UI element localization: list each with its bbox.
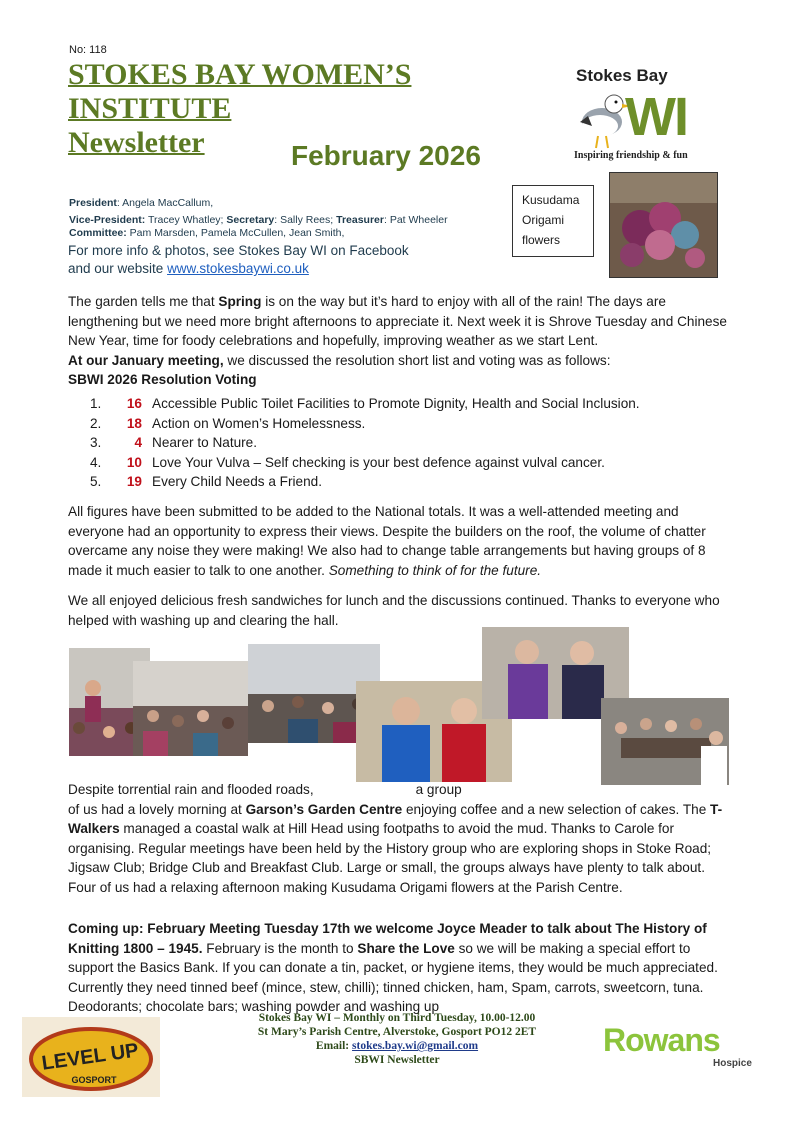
- title-line-3: Newsletter: [68, 126, 205, 159]
- title-line-2: INSTITUTE: [68, 92, 232, 125]
- garden-text: managed a coastal walk at Hill Head using footpaths to avoid the mud. Thanks to Carole for organising. Regular meetings have been held by the History group who are exploring shops in Stoke Road; Jigsaw Club; Bridge Club and Breakfast Club. Large or small, the groups always have plenty to talk about. Four of us had a relaxing afternoon making Kusudama Origami flowers at the Parish Centre.: [68, 821, 712, 895]
- vote-resolution: Action on Women’s Homelessness.: [152, 415, 366, 431]
- website-prefix: and our website: [68, 261, 168, 276]
- levelup-text: LEVEL UP: [40, 1039, 140, 1075]
- kusudama-photo: [609, 172, 718, 278]
- breakfast-club-photo: [601, 698, 729, 785]
- figures-paragraph: [68, 502, 728, 580]
- share-the-love: Share the Love: [357, 940, 455, 956]
- lunch-paragraph: We all enjoyed delicious fresh sandwiches for lunch and the discussions continued. Thanks to everyone who helped with washing up and clearing the hall.: [68, 593, 720, 628]
- footer-newsletter-label: SBWI Newsletter: [354, 1054, 440, 1066]
- vote-row: [90, 394, 640, 414]
- coming-up-text: so we will be making a special effort to support the Basics Bank. If you can donate a tin, packet, or hygiene items, they would be much appreciated. Currently they need tinned beef (mince, stew, chilli); tinned chicken, ham, Spam, carrots, sweetcorn, tuna. Deodorants; chocolate bars; washing powder and washing up: [68, 940, 718, 1014]
- levelup-gosport-logo: [22, 1017, 160, 1097]
- garsons-garden-centre: Garson’s Garden Centre: [245, 801, 403, 817]
- resolution-vote-list: [90, 394, 640, 492]
- vice-president-name: Tracey Whatley;: [145, 214, 227, 226]
- intro-spring: Spring: [218, 294, 262, 309]
- vote-row: [90, 414, 640, 434]
- issue-number: No: 118: [69, 44, 107, 56]
- title-line-1: STOKES BAY WOMEN’S: [68, 58, 412, 91]
- meeting-photo-2: [133, 661, 248, 756]
- vote-row: [90, 453, 640, 473]
- committee-line: [69, 227, 344, 239]
- footer-address: St Mary’s Parish Centre, Alverstoke, Gosport PO12 2ET: [257, 1026, 537, 1038]
- voting-heading: SBWI 2026 Resolution Voting: [68, 372, 257, 387]
- facebook-line: For more info & photos, see Stokes Bay WI on Facebook: [68, 243, 409, 258]
- vote-row: [90, 472, 640, 492]
- footer-email-link[interactable]: stokes.bay.wi@gmail.com: [352, 1040, 479, 1052]
- more-info: [68, 242, 409, 278]
- vote-number: 4.: [90, 454, 102, 470]
- vote-number: 1.: [90, 396, 102, 411]
- stokes-bay-wi-logo: [570, 66, 710, 166]
- vote-row: [90, 433, 640, 453]
- committee-label: Committee:: [69, 227, 127, 239]
- garden-text: Despite torrential rain and flooded roads,: [68, 782, 314, 797]
- levelup-badge: [22, 1017, 160, 1097]
- january-text: we discussed the resolution short list and voting was as follows:: [223, 352, 611, 368]
- rowans-text: Rowans: [603, 1022, 720, 1058]
- coming-up-heading: Coming up: February Meeting Tuesday 17th we welcome Joyce Meader to talk about The History of Knitting 1800 – 1945.: [68, 921, 707, 956]
- vote-count: 19: [126, 474, 142, 489]
- secretary-label: Secretary: [226, 214, 275, 226]
- garden-text: of us had a lovely morning at: [68, 801, 246, 817]
- intro-text: The garden tells me that: [68, 294, 219, 309]
- vote-number: 5.: [90, 474, 102, 489]
- kusudama-caption-box: [512, 185, 594, 257]
- coming-up-text: February is the month to: [202, 940, 358, 956]
- garden-text: enjoying coffee and a new selection of cakes. The: [402, 801, 711, 817]
- officers-list: [69, 195, 448, 229]
- footer: [190, 1011, 604, 1067]
- website-link[interactable]: www.stokesbaywi.co.uk: [167, 261, 309, 276]
- garden-paragraph: [68, 780, 728, 897]
- logo-tagline: Inspiring friendship & fun: [574, 150, 688, 161]
- january-heading: At our January meeting,: [68, 352, 224, 368]
- treasurer-label: Treasurer: [336, 214, 384, 226]
- garden-text: a group: [415, 782, 462, 797]
- vote-count: 4: [134, 435, 142, 450]
- coming-up-paragraph: [68, 919, 728, 1017]
- kusudama-caption-line: Origami: [522, 213, 565, 227]
- committee-names: Pam Marsden, Pamela McCullen, Jean Smith,: [126, 227, 345, 239]
- president-label: President: [69, 197, 117, 209]
- vote-number: 2.: [90, 415, 102, 431]
- intro-paragraph: [68, 292, 728, 390]
- issue-month: February 2026: [291, 140, 481, 171]
- levelup-subtext: GOSPORT: [71, 1075, 117, 1085]
- vote-count: 10: [126, 454, 142, 470]
- president-name: : Angela MacCallum,: [116, 197, 214, 209]
- rowans-subtext: Hospice: [713, 1058, 752, 1069]
- vote-resolution: Accessible Public Toilet Facilities to Promote Dignity, Health and Social Inclusion.: [152, 396, 640, 411]
- footer-meeting-time: Stokes Bay WI – Monthly on Third Tuesday, 10.00-12.00: [258, 1012, 536, 1024]
- vote-count: 18: [126, 415, 142, 431]
- rowans-hospice-logo: [603, 1022, 753, 1072]
- vote-resolution: Every Child Needs a Friend.: [152, 474, 322, 489]
- t-walkers: T-Walkers: [68, 801, 723, 836]
- kusudama-flowers-image: [610, 173, 717, 277]
- vote-count: 16: [126, 396, 142, 411]
- kusudama-caption-line: flowers: [522, 233, 561, 247]
- figures-italic: Something to think of for the future.: [328, 562, 542, 578]
- treasurer-name: : Pat Wheeler: [383, 214, 448, 226]
- footer-email-label: Email:: [315, 1040, 353, 1052]
- kusudama-caption-line: Kusudama: [522, 193, 580, 207]
- vice-president-label: Vice-President:: [69, 214, 146, 226]
- logo-wi: WI: [625, 87, 687, 147]
- vote-resolution: Nearer to Nature.: [152, 435, 258, 450]
- logo-title: Stokes Bay: [576, 66, 668, 85]
- figures-text: All figures have been submitted to be added to the National totals. It was a well-attended meeting and everyone had an opportunity to express their views. Despite the builders on the roof, the volume of chatter overcame any noise they were making! We also had to change table arrangements but having groups of 8 made it much easier to talk to one another.: [68, 504, 706, 578]
- vote-resolution: Love Your Vulva – Self checking is your best defence against vulval cancer.: [152, 454, 605, 470]
- intro-text: is on the way but it’s hard to enjoy with all of the rain! The days are lengthening but we need more bright afternoons to appreciate it. Next week it is Shrove Tuesday and Chinese New Year, time for foody celebrations and hopefully, improving weather as we start Lent.: [68, 294, 727, 348]
- vote-number: 3.: [90, 435, 102, 450]
- secretary-name: : Sally Rees;: [274, 214, 337, 226]
